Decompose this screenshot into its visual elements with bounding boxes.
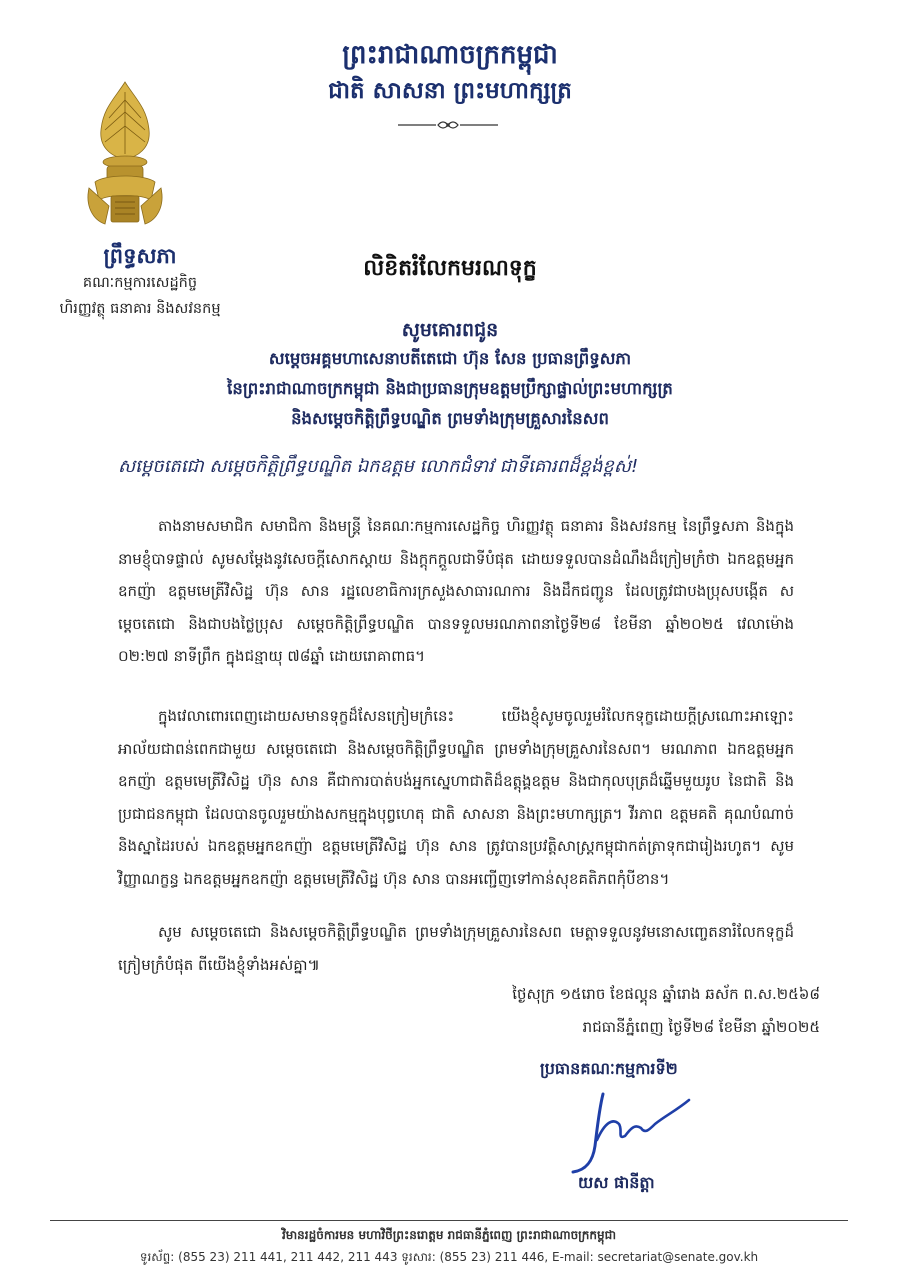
- body-paragraph-2: ក្នុងវេលាពោរពេញដោយសមានទុក្ខដ៏សែនក្រៀមក្រំនេះ យើងខ្ញុំសូមចូលរួមរំលែកទុក្ខដោយក្តីស្រណោះអាឡោះអាល័យជាពន់ពេកជាមួយ សម្តេចតេជោ និងសម្តេចកិត្តិព្រឹទ្ធបណ្ឌិត ព្រមទាំងក្រុមគ្រួសារនៃសព។ មរណភាព ឯកឧត្តមអ្នកឧកញ៉ា ឧត្តមមេត្រីវិសិដ្ឋ ហ៊ុន សាន គឺជាការបាត់បង់អ្នកស្នេហាជាតិដ៏ឧត្តុង្គឧត្តម និងជាកុលបុត្រដ៏ឆ្នើមមួយរូប នៃជាតិ និងប្រជាជនកម្ពុជា ដែលបានចូលរួមយ៉ាងសកម្មក្នុងបុព្វហេតុ ជាតិ សាសនា និងព្រះមហាក្សត្រ។ វីរភាព ឧត្តមគតិ គុណបំណាច់ និងស្នាដៃរបស់ ឯកឧត្តមអ្នកឧកញ៉ា ឧត្តមមេត្រីវិសិដ្ឋ ហ៊ុន សាន ត្រូវបានប្រវត្តិសាស្ត្រកម្ពុជាកត់ត្រាទុកជារៀងរហូត។ សូមវិញ្ញាណក្ខន្ធ ឯកឧត្តមអ្នកឧកញ៉ា ឧត្តមមេត្រីវិសិដ្ឋ ហ៊ុន សាន បានអញ្ជើញទៅកាន់សុខគតិភពកុំបីខាន។: [118, 707, 794, 888]
- salutation: សម្តេចតេជោ សម្តេចកិត្តិព្រឹទ្ធបណ្ឌិត ឯកឧត្តម លោកជំទាវ ជាទីគោរពដ៏ខ្ពង់ខ្ពស់!: [118, 456, 639, 477]
- footer-contact: ទូរស័ព្ទ: (855 23) 211 441, 211 442, 211 443 ទូរសារ: (855 23) 211 446, E-mail: secretariat@senate.gov.kh: [139, 1250, 759, 1264]
- handwritten-signature: [565, 1080, 695, 1175]
- committee-line-2: ហិរញ្ញវត្ថុ ធនាគារ និងសវនកម្ម: [59, 301, 221, 317]
- solar-date: រាជធានីភ្នំពេញ ថ្ងៃទី២៨ ខែមីនា ឆ្នាំ២០២៥: [582, 1018, 820, 1036]
- recipient-block: [100, 316, 800, 434]
- recipient-line-3: និងសម្តេចកិត្តិព្រឹទ្ធបណ្ឌិត ព្រមទាំងក្រុមគ្រួសារនៃសព: [291, 409, 609, 428]
- senate-emblem-icon: [85, 78, 165, 228]
- footer-address: វិមានរដ្ឋចំការមន មហាវិថីព្រះនរោត្តម រាជធានីភ្នំពេញ ព្រះរាជាណាចក្រកម្ពុជា: [281, 1228, 617, 1242]
- ornament-divider-icon: [398, 118, 498, 132]
- footer-divider: [50, 1220, 848, 1221]
- committee-line-1: គណៈកម្មការសេដ្ឋកិច្ច: [82, 275, 198, 291]
- date-block: [440, 978, 820, 1044]
- senate-name: ព្រឹទ្ធសភា: [103, 244, 177, 268]
- kingdom-name: ព្រះរាជាណាចក្រកម្ពុជា: [342, 40, 558, 70]
- senate-block: [20, 242, 260, 322]
- footer: [50, 1224, 848, 1268]
- recipient-line-1: សម្តេចអគ្គមហាសេនាបតីតេជោ ហ៊ុន សែន ប្រធានព្រឹទ្ធសភា: [268, 349, 632, 368]
- recipient-line-2: នៃព្រះរាជាណាចក្រកម្ពុជា និងជាប្រធានក្រុមឧត្តមប្រឹក្សាផ្ទាល់ព្រះមហាក្សត្រ: [227, 379, 673, 398]
- body-paragraph-1: តាងនាមសមាជិក សមាជិកា និងមន្ត្រី នៃគណៈកម្មការសេដ្ឋកិច្ច ហិរញ្ញវត្ថុ ធនាគារ និងសវនកម្ម នៃព្រឹទ្ធសភា និងក្នុងនាមខ្ញុំបាទផ្ទាល់ សូមសម្តែងនូវសេចក្តីសោកស្តាយ និងក្តុកក្តួលជាទីបំផុត ដោយទទួលបានដំណឹងដ៏ក្រៀមក្រំថា ឯកឧត្តមអ្នកឧកញ៉ា ឧត្តមមេត្រីវិសិដ្ឋ ហ៊ុន សាន រដ្ឋលេខាធិការក្រសួងសាធារណការ និងដឹកជញ្ជូន ដែលត្រូវជាបងប្រុសបង្កើត សម្តេចតេជោ និងជាបងថ្លៃប្រុស សម្តេចកិត្តិព្រឹទ្ធបណ្ឌិត បានទទួលមរណភាពនាថ្ងៃទី២៨ ខែមីនា ឆ្នាំ២០២៥ វេលាម៉ោង ០២:២៧ នាទីព្រឹក ក្នុងជន្មាយុ ៧៨ឆ្នាំ ដោយរោគាពាធ។: [118, 517, 794, 665]
- document-title: លិខិតរំលែកមរណទុក្ខ: [363, 256, 537, 281]
- signer-name: យស ផានីត្តា: [578, 1173, 655, 1192]
- kingdom-heading: [300, 38, 600, 106]
- lunar-date: ថ្ងៃសុក្រ ១៥រោច ខែផល្គុន ឆ្នាំរោង ឆស័ក ព.ស.២៥៦៨: [512, 985, 820, 1003]
- recipient-intro: សូមគោរពជូន: [401, 319, 499, 341]
- body-paragraph-3: សូម សម្តេចតេជោ និងសម្តេចកិត្តិព្រឹទ្ធបណ្ឌិត ព្រមទាំងក្រុមគ្រួសារនៃសព មេត្តាទទួលនូវមនោសញ្ចេតនារំលែកទុក្ខដ៏ក្រៀមក្រំបំផុត ពីយើងខ្ញុំទាំងអស់គ្នា៕: [118, 923, 794, 974]
- signer-title: ប្រធានគណៈកម្មការទី២: [540, 1059, 678, 1078]
- national-motto: ជាតិ សាសនា ព្រះមហាក្សត្រ: [328, 78, 572, 104]
